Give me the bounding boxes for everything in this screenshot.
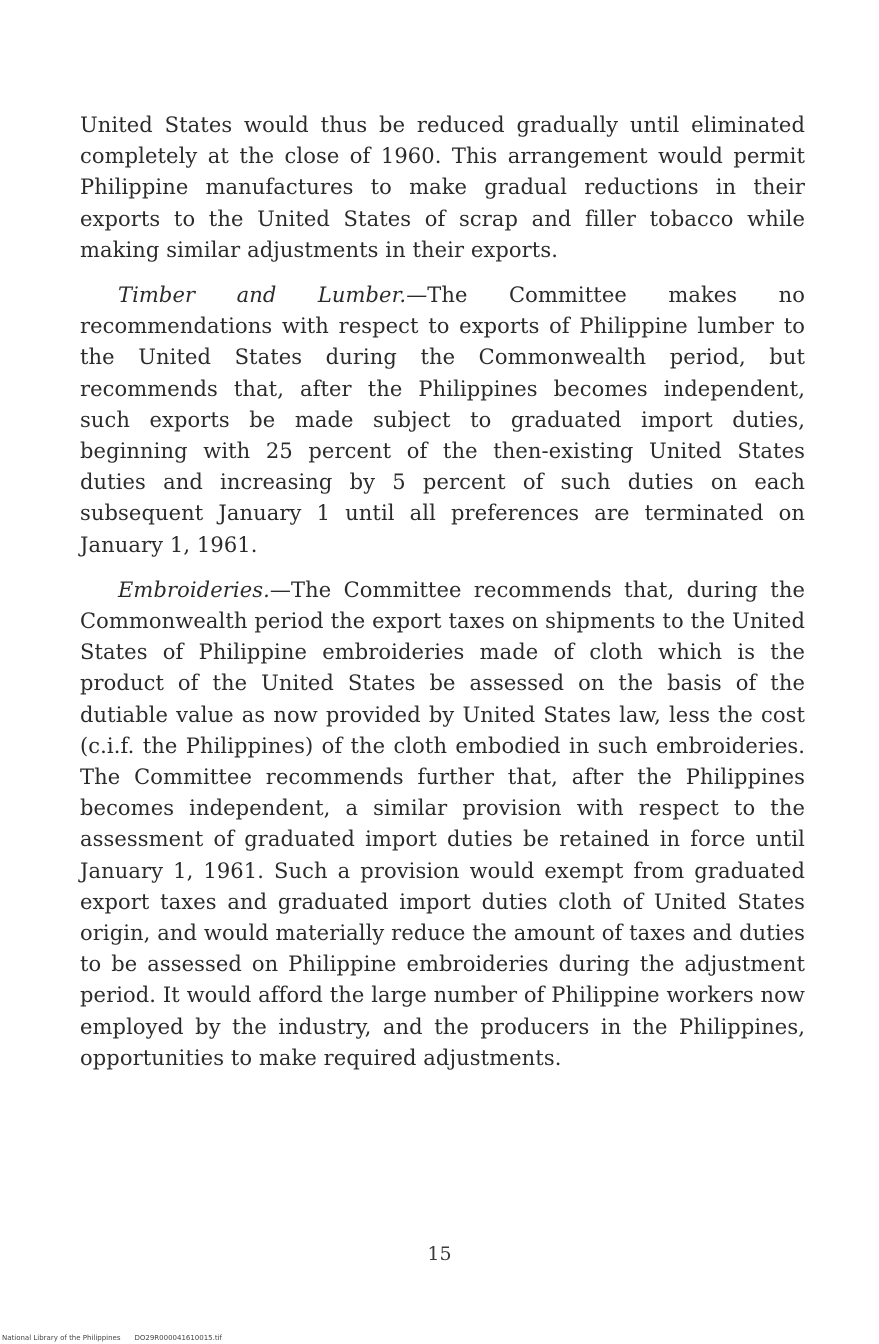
footer-file-code: DO29R000041610015.tif bbox=[134, 1334, 222, 1342]
paragraph-text: United States would thus be reduced gradually until eliminated completely at the close of 1960. This arrangement would permit Philippine manufactures to make gradual reductions in their exports to the United States of scrap and filler tobacco while making similar adjustments in their exports. bbox=[80, 113, 805, 262]
scan-footer bbox=[2, 1334, 222, 1342]
paragraph-text: —The Committee makes no recommendations with respect to exports of Philippine lumber to the United States during the Commonwealth period, but recommends that, after the Philippines becomes independent, such exports be made subject to graduated import duties, beginning with 25 percent of the then-existing United States duties and increasing by 5 percent of such duties on each subsequent January 1 until all preferences are terminated on January 1, 1961. bbox=[80, 283, 805, 557]
paragraph-tobacco-continuation bbox=[80, 110, 805, 266]
paragraph-timber-lumber bbox=[80, 280, 805, 561]
document-body bbox=[80, 110, 805, 1088]
paragraph-heading-timber: Timber and Lumber. bbox=[118, 283, 407, 308]
footer-library-name: National Library of the Philippines bbox=[2, 1334, 121, 1342]
paragraph-embroideries bbox=[80, 575, 805, 1074]
paragraph-heading-embroideries: Embroideries. bbox=[118, 577, 270, 602]
page-number: 15 bbox=[427, 1243, 452, 1265]
paragraph-text: —The Committee recommends that, during the Commonwealth period the export taxes on shipments to the United States of Philippine embroideries made of cloth which is the product of the United States be assessed on the basis of the dutiable value as now provided by United States law, less the cost (c.i.f. the Philippines) of the cloth embodied in such embroideries. The Committee recommends further that, after the Philippines becomes independent, a similar provision with respect to the assessment of graduated import duties be retained in force until January 1, 1961. Such a provision would exempt from graduated export taxes and graduated import duties cloth of United States origin, and would materially reduce the amount of taxes and duties to be assessed on Philippine embroideries during the adjustment period. It would afford the large number of Philippine workers now employed by the industry, and the producers in the Philippines, opportunities to make required adjustments. bbox=[80, 577, 805, 1070]
